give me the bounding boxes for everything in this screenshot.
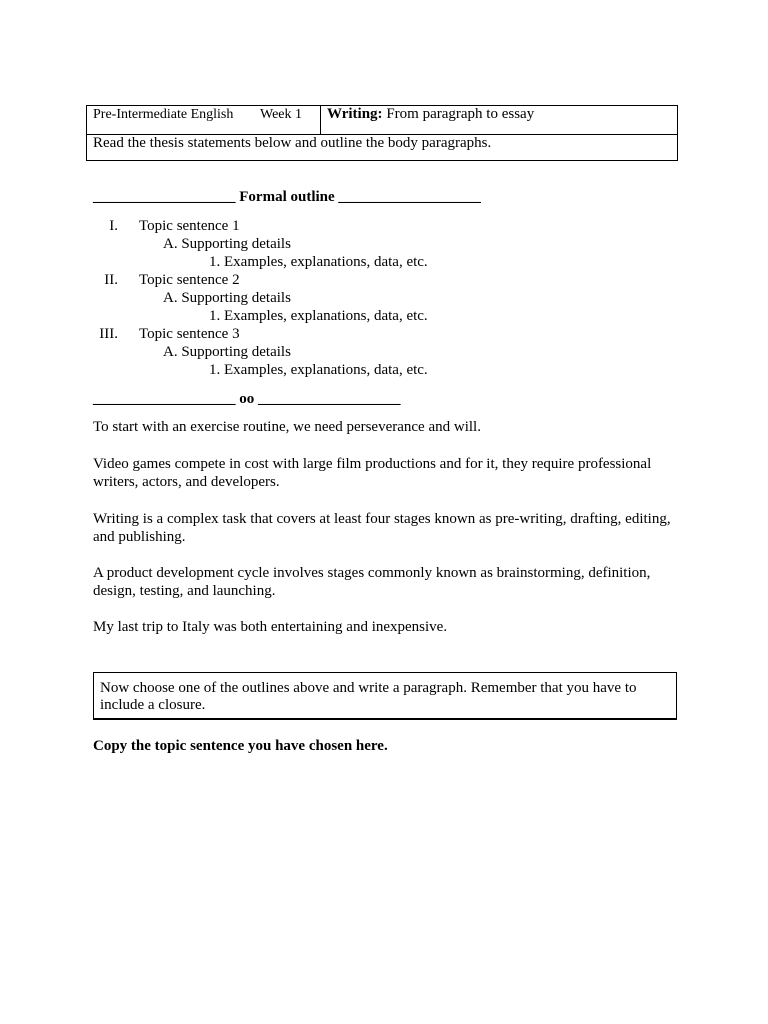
header-instruction: Read the thesis statements below and outline the body paragraphs. xyxy=(93,135,492,151)
week-label: Week 1 xyxy=(260,107,303,122)
outline-numeral-1: I. xyxy=(109,218,118,234)
thesis-statement-3: Writing is a complex task that covers at least four stages known as pre-writing, drafting, editing, and publishing. xyxy=(93,511,671,545)
task-box xyxy=(93,672,677,720)
outline-topic-1: Topic sentence 1 xyxy=(139,218,240,234)
writing-label: Writing: xyxy=(327,106,383,122)
outline-topic-2: Topic sentence 2 xyxy=(139,272,240,288)
outline-detail-3: 1. Examples, explanations, data, etc. xyxy=(209,362,428,378)
header-table xyxy=(86,105,678,161)
task-text: Now choose one of the outlines above and write a paragraph. Remember that you have to include a closure. xyxy=(100,680,637,713)
outline-separator: ___________________ oo ___________________ xyxy=(93,391,401,407)
outline-sub-1: A. Supporting details xyxy=(163,236,291,252)
thesis-statement-4: A product development cycle involves stages commonly known as brainstorming, definition, design, testing, and launching. xyxy=(93,565,651,599)
thesis-statement-2: Video games compete in cost with large film productions and for it, they require professional writers, actors, and developers. xyxy=(93,456,652,490)
outline-numeral-3: III. xyxy=(99,326,118,342)
thesis-statement-1: To start with an exercise routine, we need perseverance and will. xyxy=(93,419,481,435)
outline-detail-1: 1. Examples, explanations, data, etc. xyxy=(209,254,428,270)
outline-detail-2: 1. Examples, explanations, data, etc. xyxy=(209,308,428,324)
outline-sub-2: A. Supporting details xyxy=(163,290,291,306)
final-instruction: Copy the topic sentence you have chosen here. xyxy=(93,738,388,754)
header-divider xyxy=(320,106,321,134)
outline-sub-3: A. Supporting details xyxy=(163,344,291,360)
writing-title xyxy=(327,106,534,123)
thesis-statement-5: My last trip to Italy was both entertaining and inexpensive. xyxy=(93,619,448,635)
writing-topic: From paragraph to essay xyxy=(386,106,535,122)
outline-numeral-2: II. xyxy=(104,272,118,288)
outline-topic-3: Topic sentence 3 xyxy=(139,326,240,342)
header-row-top xyxy=(87,106,677,135)
course-name: Pre-Intermediate English xyxy=(93,107,234,122)
outline-heading: ___________________ Formal outline ___________________ xyxy=(93,189,481,205)
